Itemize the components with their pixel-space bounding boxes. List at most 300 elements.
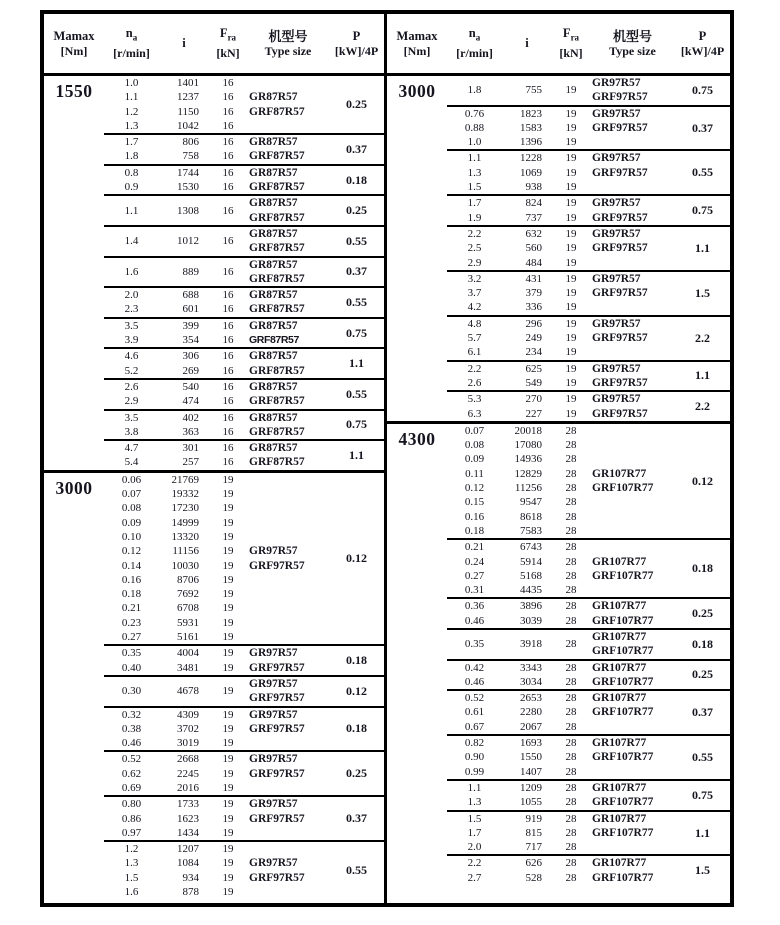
type-size-cell bbox=[247, 411, 329, 440]
na-value: 4.8 bbox=[467, 317, 482, 330]
fra-column bbox=[209, 411, 247, 440]
data-block bbox=[104, 795, 384, 840]
na-column bbox=[447, 856, 502, 885]
power-value: 0.18 bbox=[346, 653, 367, 668]
fra-value: 16 bbox=[222, 442, 234, 455]
i-value: 2280 bbox=[520, 706, 542, 719]
na-value: 2.6 bbox=[124, 380, 139, 393]
fra-column bbox=[209, 646, 247, 675]
i-value: 8618 bbox=[520, 510, 542, 523]
i-value: 4435 bbox=[520, 584, 542, 597]
fra-value: 19 bbox=[565, 272, 577, 285]
na-value: 3.2 bbox=[467, 272, 482, 285]
fra-column bbox=[552, 424, 590, 538]
na-column bbox=[447, 317, 502, 360]
type-size: GR87R57 bbox=[249, 197, 298, 210]
na-value: 1.9 bbox=[467, 211, 482, 224]
data-block bbox=[447, 628, 730, 659]
type-size: GRF87R57 bbox=[249, 105, 305, 118]
i-value: 249 bbox=[525, 332, 542, 345]
fra-column bbox=[552, 317, 590, 360]
type-size: GRF107R77 bbox=[592, 675, 654, 688]
power-value: 0.37 bbox=[692, 120, 713, 135]
torque-label-column bbox=[44, 76, 104, 470]
type-size: GRF97R57 bbox=[592, 287, 648, 300]
na-value: 1.7 bbox=[467, 197, 482, 210]
header-cell-ratio bbox=[502, 14, 552, 73]
na-value: 0.38 bbox=[121, 722, 142, 735]
fra-value: 16 bbox=[222, 334, 234, 347]
na-value: 1.1 bbox=[467, 152, 482, 165]
na-value: 1.5 bbox=[467, 812, 482, 825]
i-column bbox=[502, 630, 552, 659]
na-value: 2.6 bbox=[467, 376, 482, 389]
fra-column bbox=[209, 227, 247, 256]
i-value: 2653 bbox=[520, 692, 542, 705]
na-column bbox=[104, 752, 159, 795]
power-value: 0.75 bbox=[346, 325, 367, 340]
fra-column bbox=[552, 599, 590, 628]
fra-column bbox=[209, 752, 247, 795]
type-size: GRF87R57 bbox=[249, 150, 305, 163]
header-label bbox=[613, 29, 652, 44]
type-size: GRF97R57 bbox=[592, 121, 648, 134]
na-value: 0.08 bbox=[464, 439, 485, 452]
i-column bbox=[502, 272, 552, 315]
na-value: 0.21 bbox=[121, 602, 142, 615]
type-size-cell bbox=[590, 599, 675, 628]
i-column bbox=[502, 540, 552, 597]
na-value: 0.15 bbox=[464, 496, 485, 509]
na-column bbox=[447, 691, 502, 734]
fra-value: 19 bbox=[222, 516, 234, 529]
i-value: 484 bbox=[525, 256, 542, 269]
na-value: 0.23 bbox=[121, 616, 142, 629]
header-cell-type-size bbox=[247, 14, 329, 73]
na-value: 2.0 bbox=[124, 289, 139, 302]
i-value: 1823 bbox=[520, 107, 542, 120]
power-value: 0.12 bbox=[692, 473, 713, 488]
na-value: 0.32 bbox=[121, 708, 142, 721]
i-column bbox=[159, 166, 209, 195]
power-value: 1.1 bbox=[349, 356, 364, 371]
i-value: 399 bbox=[182, 319, 199, 332]
na-value: 0.08 bbox=[121, 502, 142, 515]
na-value: 2.2 bbox=[467, 362, 482, 375]
fra-value: 19 bbox=[565, 256, 577, 269]
fra-value: 28 bbox=[565, 524, 577, 537]
fra-column bbox=[552, 661, 590, 690]
i-column bbox=[502, 227, 552, 270]
i-value: 17230 bbox=[171, 502, 199, 515]
na-value: 0.27 bbox=[464, 569, 485, 582]
na-column bbox=[447, 812, 502, 855]
fra-column bbox=[209, 349, 247, 378]
na-value: 5.3 bbox=[467, 393, 482, 406]
type-size: GR97R57 bbox=[592, 227, 641, 240]
type-size-cell bbox=[590, 630, 675, 659]
i-column bbox=[502, 317, 552, 360]
i-value: 625 bbox=[525, 362, 542, 375]
type-size: GRF107R77 bbox=[592, 871, 654, 884]
header-label bbox=[699, 29, 707, 44]
type-size-cell bbox=[590, 691, 675, 734]
fra-value: 19 bbox=[222, 559, 234, 572]
na-value: 2.5 bbox=[467, 242, 482, 255]
na-column bbox=[447, 599, 502, 628]
na-value: 1.7 bbox=[467, 826, 482, 839]
type-size-cell bbox=[590, 424, 675, 538]
fra-column bbox=[552, 691, 590, 734]
i-value: 5161 bbox=[177, 631, 199, 643]
i-column bbox=[159, 441, 209, 470]
fra-value: 19 bbox=[222, 616, 234, 629]
na-value: 0.52 bbox=[464, 692, 485, 705]
na-value: 0.88 bbox=[464, 121, 485, 134]
header-subscript: ra bbox=[570, 32, 580, 43]
i-column bbox=[159, 677, 209, 706]
row-blocks bbox=[104, 473, 384, 900]
na-value: 1.4 bbox=[124, 235, 139, 248]
fra-column bbox=[552, 107, 590, 150]
na-column bbox=[104, 166, 159, 195]
power-value: 0.37 bbox=[346, 141, 367, 156]
na-value: 1.7 bbox=[124, 136, 139, 149]
type-size: GRF87R57 bbox=[249, 181, 305, 194]
i-value: 1530 bbox=[177, 181, 199, 194]
na-value: 1.2 bbox=[124, 843, 139, 856]
i-value: 1744 bbox=[177, 166, 199, 179]
i-value: 1308 bbox=[177, 204, 199, 217]
type-size: GR97R57 bbox=[592, 107, 641, 120]
i-value: 3343 bbox=[520, 661, 542, 674]
fra-value: 16 bbox=[222, 166, 234, 179]
fra-column bbox=[552, 812, 590, 855]
power-value: 0.25 bbox=[346, 766, 367, 781]
header-cell-na bbox=[104, 14, 159, 73]
i-value: 1693 bbox=[520, 737, 542, 750]
data-block bbox=[447, 734, 730, 779]
i-value: 2016 bbox=[177, 781, 199, 794]
fra-column bbox=[209, 842, 247, 899]
data-block bbox=[104, 439, 384, 470]
na-value: 0.76 bbox=[464, 107, 485, 120]
fra-value: 28 bbox=[565, 496, 577, 509]
fra-column bbox=[552, 540, 590, 597]
type-size-cell bbox=[247, 473, 329, 645]
i-column bbox=[502, 107, 552, 150]
power-value: 0.55 bbox=[692, 750, 713, 765]
fra-value: 19 bbox=[565, 152, 577, 165]
na-column bbox=[104, 258, 159, 287]
i-value: 1207 bbox=[177, 843, 199, 856]
fra-column bbox=[209, 196, 247, 225]
i-value: 1733 bbox=[177, 798, 199, 811]
na-value: 0.11 bbox=[465, 467, 484, 480]
fra-column bbox=[552, 272, 590, 315]
i-value: 5914 bbox=[520, 555, 542, 568]
fra-column bbox=[209, 135, 247, 164]
fra-column bbox=[552, 196, 590, 225]
fra-value: 28 bbox=[565, 841, 577, 854]
i-value: 270 bbox=[525, 393, 542, 406]
na-value: 0.07 bbox=[464, 424, 485, 437]
fra-value: 28 bbox=[565, 584, 577, 597]
header-unit: [r/min] bbox=[456, 45, 493, 60]
i-value: 5168 bbox=[520, 569, 542, 582]
na-value: 0.9 bbox=[124, 181, 139, 194]
header-unit: Type size bbox=[264, 43, 312, 58]
table-left-half bbox=[44, 14, 384, 903]
i-value: 1012 bbox=[177, 235, 199, 248]
data-block bbox=[447, 194, 730, 225]
fra-value: 28 bbox=[565, 751, 577, 764]
i-value: 336 bbox=[525, 301, 542, 314]
type-size: GRF97R57 bbox=[592, 376, 648, 389]
type-size: GRF97R57 bbox=[249, 559, 305, 572]
torque-group bbox=[387, 421, 730, 885]
power-value: 0.37 bbox=[346, 811, 367, 826]
fra-column bbox=[209, 76, 247, 133]
na-column bbox=[447, 362, 502, 391]
data-block bbox=[447, 360, 730, 391]
header-label-text: i bbox=[182, 36, 186, 50]
type-size-cell bbox=[247, 708, 329, 751]
type-size: GR107R77 bbox=[592, 737, 647, 750]
i-value: 2245 bbox=[177, 767, 199, 780]
data-block bbox=[104, 347, 384, 378]
i-column bbox=[159, 797, 209, 840]
type-size: GR107R77 bbox=[592, 781, 647, 794]
power-value: 2.2 bbox=[695, 399, 710, 414]
data-block bbox=[104, 644, 384, 675]
na-value: 0.07 bbox=[121, 488, 142, 501]
fra-value: 28 bbox=[565, 482, 577, 495]
fra-value: 19 bbox=[222, 473, 234, 486]
i-column bbox=[502, 76, 552, 105]
na-value: 2.7 bbox=[467, 871, 482, 884]
torque-label: 3000 bbox=[398, 81, 436, 101]
type-size: GR87R57 bbox=[249, 258, 298, 271]
data-block bbox=[104, 706, 384, 751]
data-block bbox=[447, 659, 730, 690]
fra-value: 19 bbox=[222, 685, 234, 698]
power-value: 0.25 bbox=[692, 667, 713, 682]
na-value: 2.9 bbox=[124, 395, 139, 408]
i-value: 12829 bbox=[514, 467, 542, 480]
na-value: 0.21 bbox=[464, 541, 485, 554]
na-value: 1.3 bbox=[467, 166, 482, 179]
power-value: 0.55 bbox=[346, 294, 367, 309]
na-value: 0.52 bbox=[121, 753, 142, 766]
torque-group bbox=[387, 76, 730, 421]
i-value: 4309 bbox=[177, 708, 199, 721]
type-size-cell bbox=[247, 646, 329, 675]
na-column bbox=[447, 107, 502, 150]
data-block bbox=[447, 390, 730, 421]
na-value: 6.3 bbox=[467, 407, 482, 420]
na-column bbox=[447, 392, 502, 421]
header-cell-fra bbox=[552, 14, 590, 73]
header-cell-power bbox=[675, 14, 730, 73]
na-column bbox=[104, 196, 159, 225]
i-value: 4004 bbox=[177, 647, 199, 660]
na-column bbox=[104, 76, 159, 133]
fra-value: 16 bbox=[222, 425, 234, 438]
na-value: 0.30 bbox=[121, 685, 142, 698]
fra-value: 28 bbox=[565, 692, 577, 705]
power-value: 0.55 bbox=[692, 165, 713, 180]
type-size: GRF107R77 bbox=[592, 569, 654, 582]
fra-value: 19 bbox=[222, 871, 234, 884]
fra-column bbox=[209, 258, 247, 287]
fra-value: 19 bbox=[222, 530, 234, 543]
fra-value: 19 bbox=[565, 166, 577, 179]
fra-column bbox=[209, 380, 247, 409]
fra-value: 28 bbox=[565, 675, 577, 688]
na-value: 1.5 bbox=[124, 871, 139, 884]
fra-column bbox=[209, 708, 247, 751]
torque-label: 4300 bbox=[398, 428, 436, 449]
type-size-cell bbox=[590, 661, 675, 690]
fra-value: 28 bbox=[565, 541, 577, 554]
i-value: 306 bbox=[182, 350, 199, 363]
fra-value: 16 bbox=[222, 303, 234, 316]
na-column bbox=[447, 630, 502, 659]
type-size-cell bbox=[247, 752, 329, 795]
fra-value: 19 bbox=[565, 287, 577, 300]
na-value: 0.10 bbox=[121, 530, 142, 543]
power-value: 0.55 bbox=[346, 863, 367, 878]
na-value: 0.27 bbox=[121, 631, 142, 643]
na-value: 0.12 bbox=[464, 482, 485, 495]
fra-value: 28 bbox=[565, 706, 577, 719]
torque-label: 1550 bbox=[55, 81, 93, 101]
fra-value: 19 bbox=[222, 631, 234, 643]
type-size: GR87R57 bbox=[249, 319, 298, 332]
fra-column bbox=[209, 473, 247, 645]
na-value: 4.7 bbox=[124, 442, 139, 455]
na-column bbox=[104, 349, 159, 378]
type-size: GR107R77 bbox=[592, 661, 647, 674]
i-column bbox=[159, 196, 209, 225]
power-value: 0.25 bbox=[346, 97, 367, 112]
fra-value: 19 bbox=[565, 362, 577, 375]
i-column bbox=[502, 691, 552, 734]
i-column bbox=[159, 258, 209, 287]
type-size: GR97R57 bbox=[249, 753, 298, 766]
fra-value: 16 bbox=[222, 265, 234, 278]
fra-value: 19 bbox=[565, 211, 577, 224]
na-column bbox=[447, 76, 502, 105]
header-label bbox=[126, 26, 137, 46]
table-header bbox=[44, 14, 384, 76]
type-size-cell bbox=[247, 380, 329, 409]
i-value: 363 bbox=[182, 425, 199, 438]
fra-column bbox=[552, 362, 590, 391]
header-label bbox=[353, 29, 361, 44]
na-value: 4.2 bbox=[467, 301, 482, 314]
type-size: GRF97R57 bbox=[249, 767, 305, 780]
header-cell-fra bbox=[209, 14, 247, 73]
torque-group bbox=[44, 470, 384, 900]
fra-value: 16 bbox=[222, 77, 234, 89]
fra-value: 16 bbox=[222, 91, 234, 104]
na-value: 0.40 bbox=[121, 661, 142, 674]
type-size: GRF97R57 bbox=[592, 166, 648, 179]
na-value: 1.0 bbox=[124, 77, 139, 89]
i-value: 1042 bbox=[177, 119, 199, 132]
data-block bbox=[447, 538, 730, 597]
i-value: 3481 bbox=[177, 661, 199, 674]
na-value: 0.35 bbox=[121, 647, 142, 660]
na-value: 1.8 bbox=[124, 150, 139, 163]
power-value: 0.55 bbox=[346, 386, 367, 401]
type-size: GR97R57 bbox=[592, 393, 641, 406]
data-block bbox=[447, 779, 730, 810]
power-value: 0.37 bbox=[346, 264, 367, 279]
type-size: GR107R77 bbox=[592, 857, 647, 870]
i-value: 11256 bbox=[514, 482, 542, 495]
na-value: 3.5 bbox=[124, 411, 139, 424]
type-size-cell bbox=[590, 272, 675, 315]
i-value: 1237 bbox=[177, 91, 199, 104]
na-value: 2.3 bbox=[124, 303, 139, 316]
fra-value: 28 bbox=[565, 796, 577, 809]
na-column bbox=[104, 473, 159, 645]
fra-column bbox=[209, 441, 247, 470]
na-column bbox=[447, 424, 502, 538]
header-label bbox=[54, 29, 95, 44]
type-size: GR87R57 bbox=[249, 411, 298, 424]
i-value: 717 bbox=[525, 841, 542, 854]
na-column bbox=[447, 227, 502, 270]
type-size-cell bbox=[247, 76, 329, 133]
type-size: GR97R57 bbox=[249, 545, 298, 558]
fra-value: 16 bbox=[222, 119, 234, 132]
na-value: 1.8 bbox=[467, 84, 482, 97]
fra-column bbox=[552, 76, 590, 105]
i-column bbox=[502, 781, 552, 810]
type-size: GRF97R57 bbox=[592, 242, 648, 255]
fra-value: 19 bbox=[222, 857, 234, 870]
na-value: 1.3 bbox=[124, 119, 139, 132]
fra-value: 19 bbox=[222, 488, 234, 501]
i-column bbox=[502, 196, 552, 225]
i-column bbox=[502, 661, 552, 690]
type-size-cell bbox=[590, 227, 675, 270]
na-value: 0.62 bbox=[121, 767, 142, 780]
type-size: GRF87R57 bbox=[249, 425, 305, 438]
fra-value: 16 bbox=[222, 395, 234, 408]
i-value: 560 bbox=[525, 242, 542, 255]
na-value: 0.06 bbox=[121, 473, 142, 486]
data-block bbox=[447, 810, 730, 855]
na-value: 1.2 bbox=[124, 105, 139, 118]
fra-value: 28 bbox=[565, 812, 577, 825]
torque-label: 3000 bbox=[55, 477, 93, 498]
type-size-cell bbox=[247, 319, 329, 348]
i-value: 601 bbox=[182, 303, 199, 316]
header-unit: [Nm] bbox=[403, 43, 431, 58]
i-value: 1069 bbox=[520, 166, 542, 179]
type-size: GRF87R57 bbox=[249, 303, 305, 316]
fra-value: 28 bbox=[565, 439, 577, 452]
header-label-text: P bbox=[698, 28, 707, 43]
power-value: 1.5 bbox=[695, 285, 710, 300]
na-value: 1.6 bbox=[124, 265, 139, 278]
type-size: GRF97R57 bbox=[592, 91, 648, 104]
